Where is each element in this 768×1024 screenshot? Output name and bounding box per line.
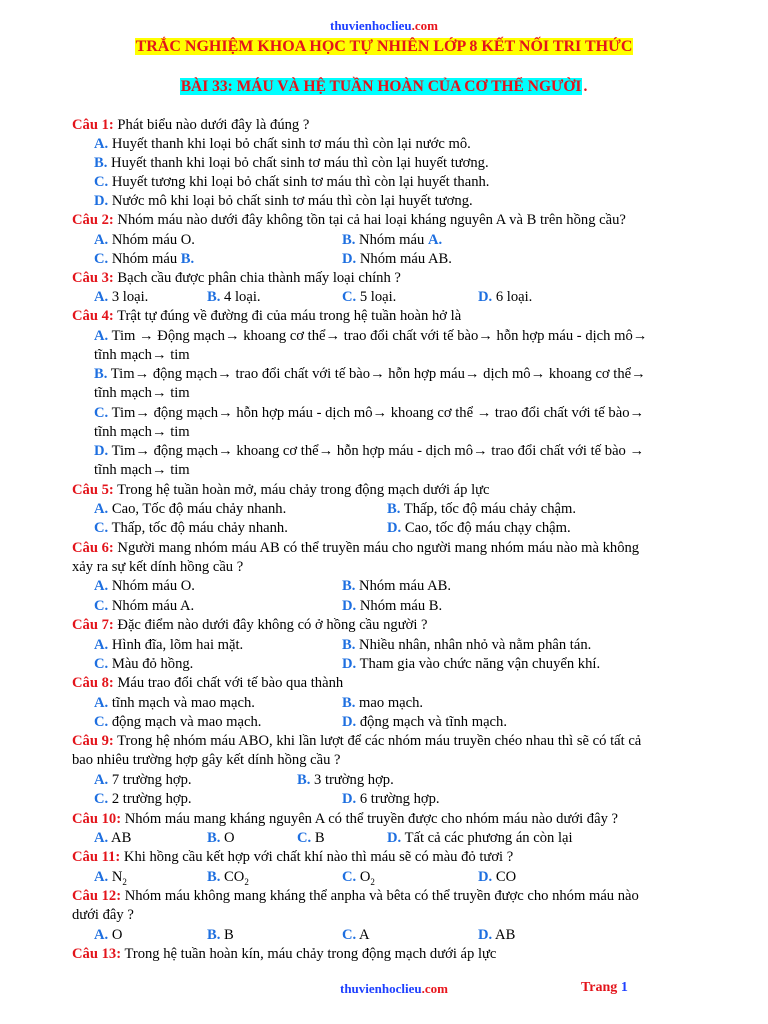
- site-tld: .com: [411, 18, 438, 33]
- q7-option-a: A. Hình đĩa, lõm hai mặt.: [94, 637, 244, 653]
- q10-option-d: D. Tất cả các phương án còn lại: [387, 830, 573, 846]
- q4-option-c-cont: tĩnh mạch→ tim: [94, 424, 190, 440]
- question-4: Câu 4: Trật tự đúng về đường đi của máu trong hệ tuần hoàn hở là: [72, 308, 462, 324]
- q3-option-d: D. 6 loại.: [478, 289, 533, 305]
- page-number: Trang 1: [581, 980, 628, 995]
- q6-option-b: B. Nhóm máu AB.: [342, 578, 452, 594]
- q6-option-a: A. Nhóm máu O.: [94, 578, 195, 594]
- q10-option-b: B. O: [207, 830, 235, 846]
- q9-option-d: D. 6 trường hợp.: [342, 791, 440, 807]
- question-6: Câu 6: Người mang nhóm máu AB có thể truyền máu cho người mang nhóm máu nào mà không: [72, 540, 640, 556]
- q12-option-c: C. A: [342, 927, 370, 943]
- q12-option-d: D. AB: [478, 927, 516, 943]
- q4-option-d: D. Tim→ động mạch→ khoang cơ thể→ hỗn hợp máu - dịch mô→ trao đổi chất với tế bào →: [94, 443, 645, 459]
- q7-option-b: B. Nhiều nhân, nhân nhỏ và nằm phân tán.: [342, 637, 592, 653]
- q6-option-c: C. Nhóm máu A.: [94, 598, 195, 614]
- q10-option-a: A. AB: [94, 830, 132, 846]
- q2-option-a: A. Nhóm máu O.: [94, 232, 195, 248]
- q11-option-a: A. $N_2$: [94, 869, 127, 887]
- q1-option-b: B. Huyết thanh khi loại bỏ chất sinh tơ máu thì còn lại huyết tương.: [94, 155, 489, 171]
- question-6-cont: xảy ra sự kết dính hồng cầu ?: [72, 559, 244, 575]
- question-11: Câu 11: Khi hồng cầu kết hợp với chất khí nào thì máu sẽ có màu đỏ tươi ?: [72, 849, 514, 865]
- q9-option-a: A. 7 trường hợp.: [94, 772, 192, 788]
- question-12: Câu 12: Nhóm máu không mang kháng thể anpha và bêta có thể truyền được cho nhóm máu nào: [72, 888, 639, 904]
- question-12-cont: dưới đây ?: [72, 907, 134, 923]
- q12-option-a: A. O: [94, 927, 123, 943]
- q9-option-b: B. 3 trường hợp.: [297, 772, 394, 788]
- q3-option-b: B. 4 loại.: [207, 289, 261, 305]
- question-9-cont: bao nhiêu trường hợp gây kết dính hồng cầu ?: [72, 752, 341, 768]
- q4-option-b: B. Tim→ động mạch→ trao đổi chất với tế bào→ hỗn hợp máu→ dịch mô→ khoang cơ thể→: [94, 366, 646, 382]
- q11-option-b: B. $CO_2$: [207, 869, 249, 887]
- question-3: Câu 3: Bạch cầu được phân chia thành mấy loại chính ?: [72, 270, 401, 286]
- q6-option-d: D. Nhóm máu B.: [342, 598, 443, 614]
- q8-option-d: D. động mạch và tĩnh mạch.: [342, 714, 507, 730]
- q10-option-c: C. B: [297, 830, 325, 846]
- q4-option-b-cont: tĩnh mạch→ tim: [94, 385, 190, 401]
- question-1: Câu 1: Phát biểu nào dưới đây là đúng ?: [72, 117, 310, 133]
- q8-option-c: C. động mạch và mao mạch.: [94, 714, 262, 730]
- footer-site-name: thuvienhoclieu: [340, 981, 422, 996]
- q8-option-b: B. mao mạch.: [342, 695, 424, 711]
- q5-option-d: D. Cao, tốc độ máu chạy chậm.: [387, 520, 571, 536]
- question-9: Câu 9: Trong hệ nhóm máu ABO, khi lần lượt để các nhóm máu truyền chéo nhau thì sẽ có tất cả: [72, 733, 642, 749]
- q3-option-c: C. 5 loại.: [342, 289, 397, 305]
- footer-site-tld: .com: [421, 981, 448, 996]
- q4-option-a-cont: tĩnh mạch→ tim: [94, 347, 190, 363]
- q2-option-d: D. Nhóm máu AB.: [342, 251, 452, 267]
- question-13: Câu 13: Trong hệ tuần hoàn kín, máu chảy trong động mạch dưới áp lực: [72, 946, 497, 962]
- q2-option-c: C. Nhóm máu B.: [94, 251, 195, 267]
- q8-option-a: A. tĩnh mạch và mao mạch.: [94, 695, 255, 711]
- q4-option-a: A. Tim → Động mạch→ khoang cơ thể→ trao đổi chất với tế bào→ hỗn hợp máu - dịch mô→: [94, 328, 648, 344]
- q7-option-c: C. Màu đỏ hồng.: [94, 656, 194, 672]
- q4-option-d-cont: tĩnh mạch→ tim: [94, 462, 190, 478]
- q5-option-c: C. Thấp, tốc độ máu chảy nhanh.: [94, 520, 288, 536]
- question-8: Câu 8: Máu trao đổi chất với tế bào qua thành: [72, 675, 344, 691]
- q5-option-b: B. Thấp, tốc độ máu chảy chậm.: [387, 501, 577, 517]
- q1-option-d: D. Nước mô khi loại bỏ chất sinh tơ máu thì còn lại huyết tương.: [94, 193, 473, 209]
- q1-option-a: A. Huyết thanh khi loại bỏ chất sinh tơ máu thì còn lại nước mô.: [94, 136, 471, 152]
- document-title: TRẮC NGHIỆM KHOA HỌC TỰ NHIÊN LỚP 8 KẾT NỐI TRI THỨC: [135, 38, 633, 55]
- q7-option-d: D. Tham gia vào chức năng vận chuyển khí.: [342, 656, 601, 672]
- question-10: Câu 10: Nhóm máu mang kháng nguyên A có thể truyền được cho nhóm máu nào dưới đây ?: [72, 811, 618, 827]
- q11-option-d: D. CO: [478, 869, 517, 885]
- header-site-link[interactable]: [0, 18, 768, 34]
- q11-option-c: C. $O_2$: [342, 869, 375, 887]
- footer-site-link[interactable]: [0, 981, 768, 997]
- question-5: Câu 5: Trong hệ tuần hoàn mở, máu chảy trong động mạch dưới áp lực: [72, 482, 490, 498]
- q2-option-b: B. Nhóm máu A.: [342, 232, 443, 248]
- q12-option-b: B. B: [207, 927, 234, 943]
- q5-option-a: A. Cao, Tốc độ máu chảy nhanh.: [94, 501, 287, 517]
- question-7: Câu 7: Đặc điểm nào dưới đây không có ở hồng cầu người ?: [72, 617, 428, 633]
- q3-option-a: A. 3 loại.: [94, 289, 149, 305]
- q4-option-c: C. Tim→ động mạch→ hỗn hợp máu - dịch mô→ khoang cơ thể → trao đổi chất với tế bào→: [94, 405, 645, 421]
- lesson-title: BÀI 33: MÁU VÀ HỆ TUẦN HOÀN CỦA CƠ THỂ NGƯỜI .: [180, 78, 588, 95]
- q1-option-c: C. Huyết tương khi loại bỏ chất sinh tơ máu thì còn lại huyết thanh.: [94, 174, 490, 190]
- site-name: thuvienhoclieu: [330, 18, 412, 33]
- q9-option-c: C. 2 trường hợp.: [94, 791, 192, 807]
- question-2: Câu 2: Nhóm máu nào dưới đây không tồn tại cả hai loại kháng nguyên A và B trên hồng cầu?: [72, 212, 626, 228]
